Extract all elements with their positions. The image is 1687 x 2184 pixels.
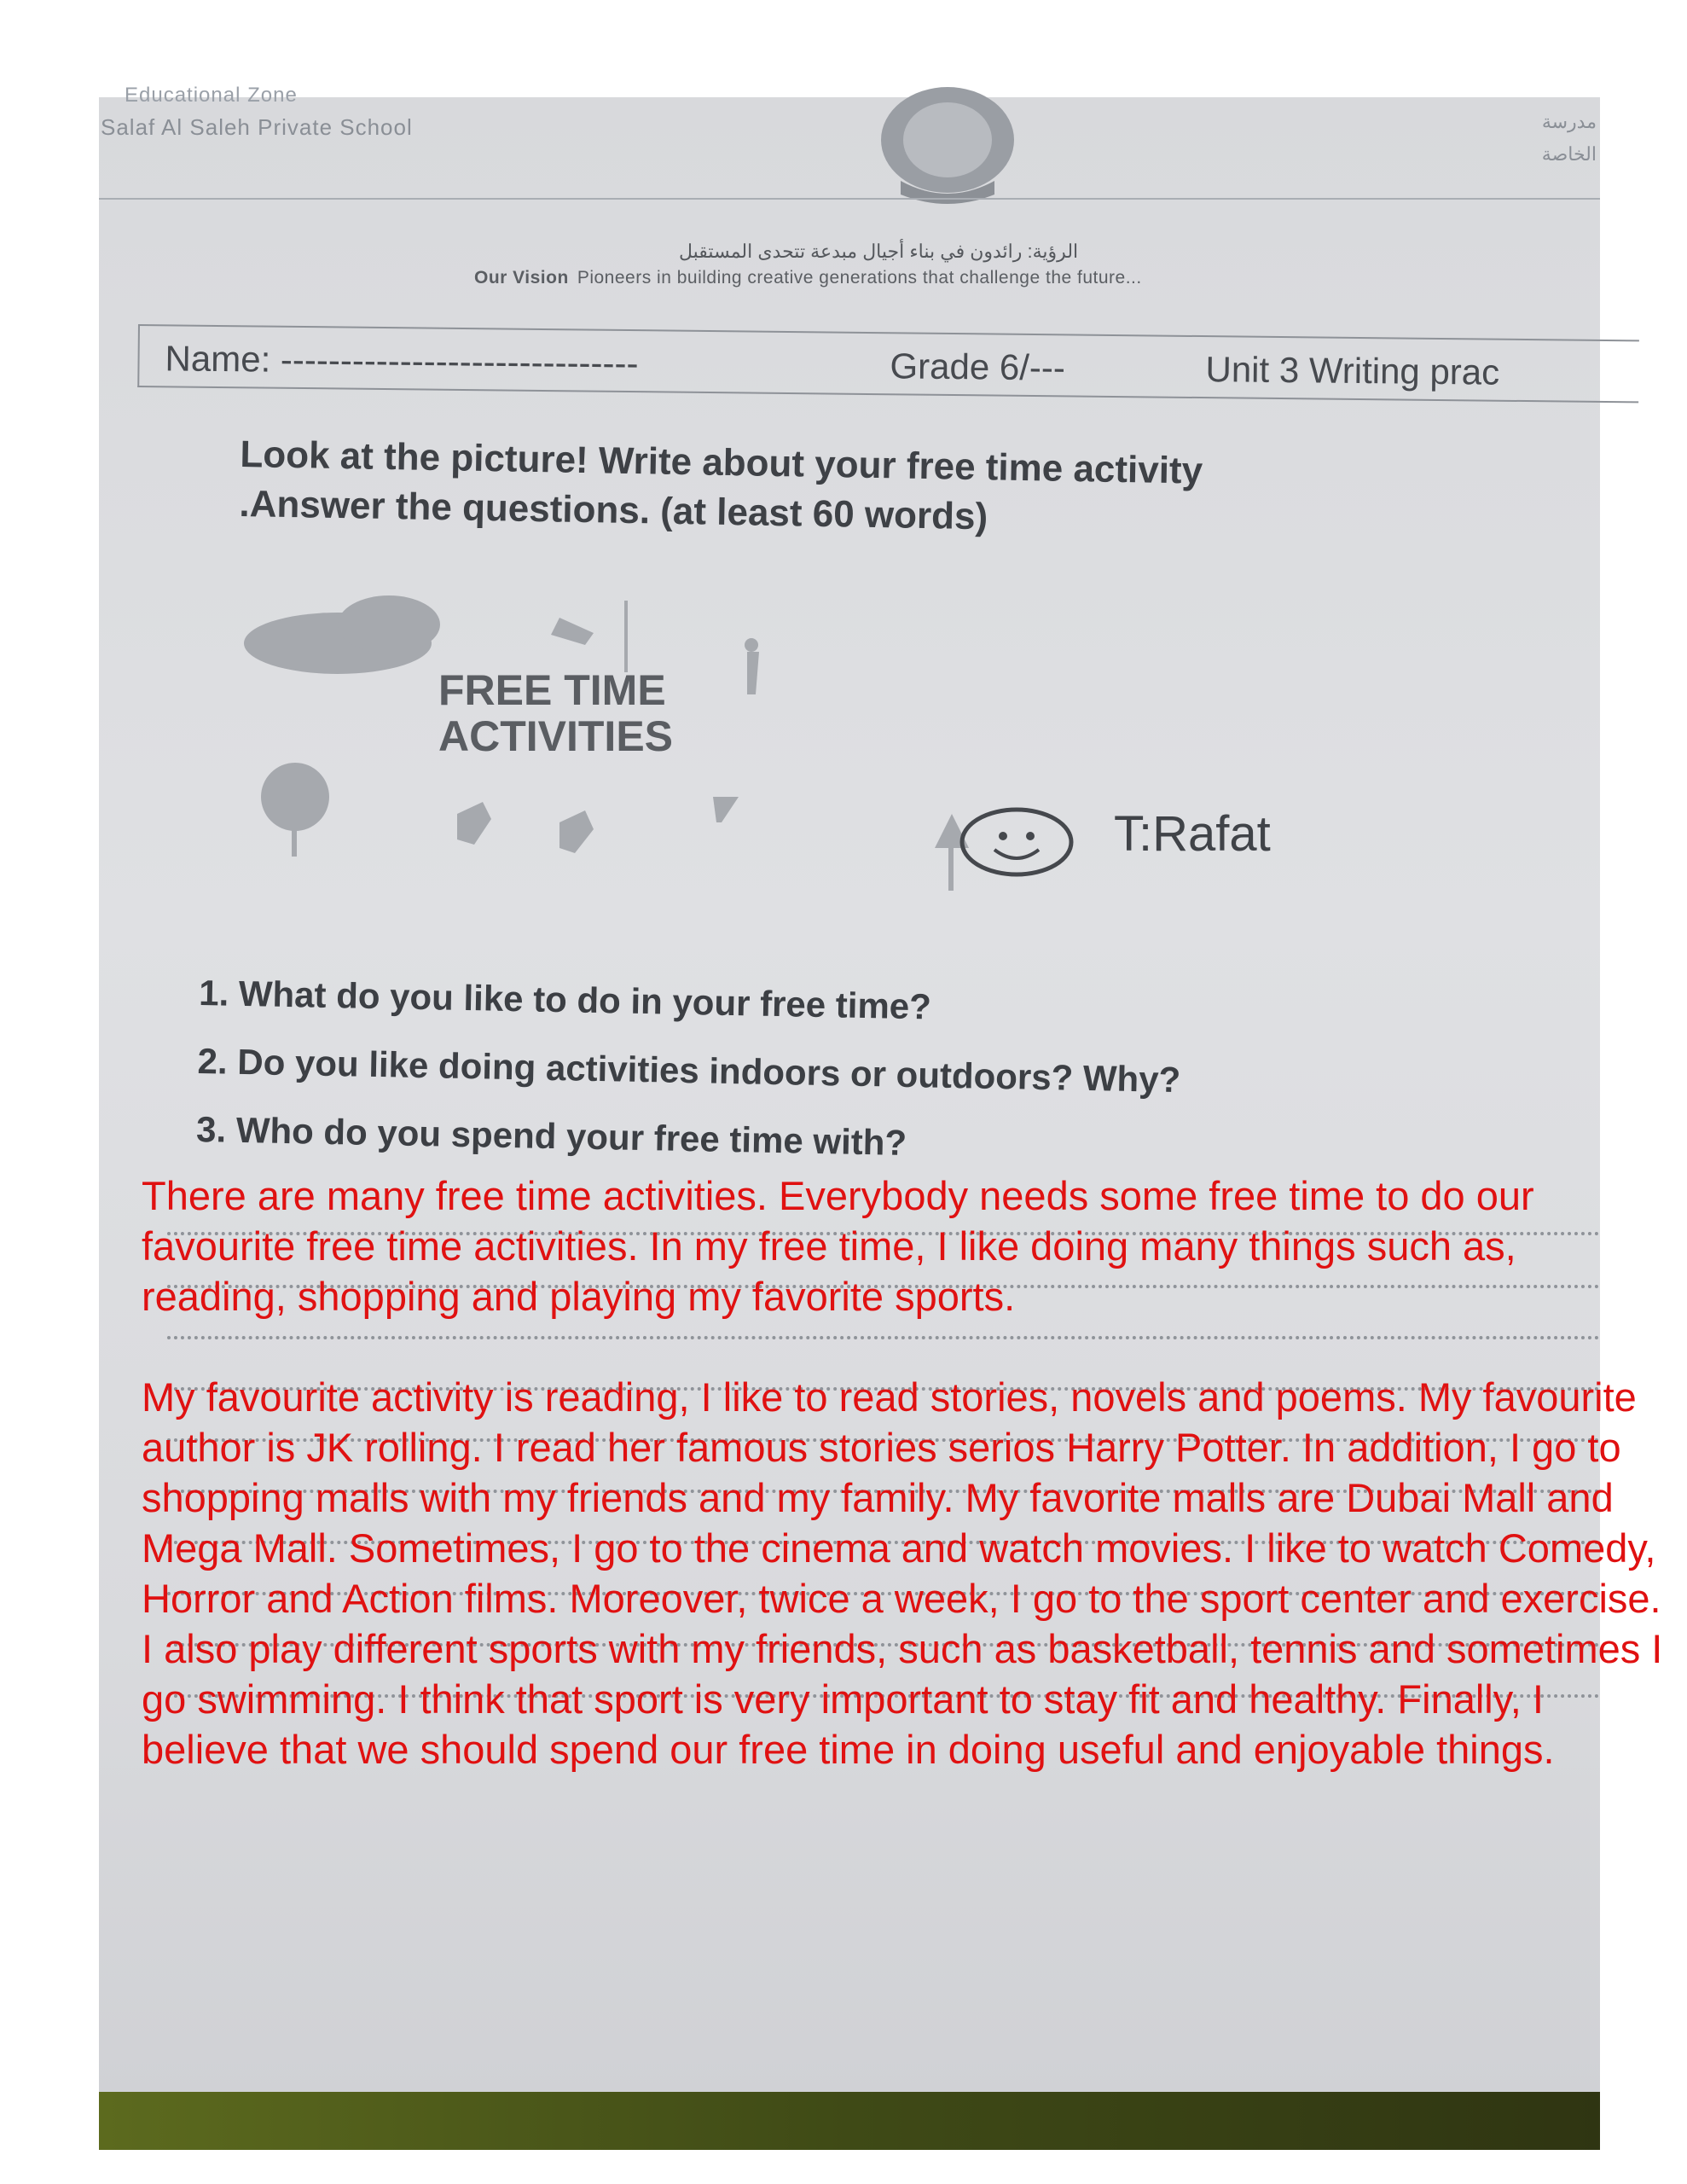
question-3: 3. Who do you spend your free time with? [195,1108,907,1163]
student-info-box [137,324,1639,403]
runner-icon-2 [559,810,594,853]
school-emblem-icon [867,89,1029,200]
school-name: Salaf Al Saleh Private School [101,114,413,140]
question-list [195,959,1597,1190]
vision-label: Our Vision [474,268,569,288]
answer-text [142,1170,1668,1825]
illustration-title-line-1: FREE TIME [438,666,666,714]
worksheet-photo [99,84,1600,2150]
skateboarder-icon [551,618,594,645]
climber-icon [747,652,759,694]
runner-icon [457,802,491,845]
instruction-line-2: .Answer the questions. (at least 60 words) [239,482,988,538]
smiley-icon [957,805,1076,879]
skier-icon [713,797,739,822]
school-name-arabic: مدرسة الخاصة [1541,111,1597,165]
unit-label: Unit 3 Writing prac [1205,349,1500,392]
answer-paragraph-2: My favourite activity is reading, I like to read stories, novels and poems. My favourite author is JK rolling. I read her famous stories serios Harry Potter. In addition, I go to shopping malls with my friends and my family. My favorite malls are Dubai Mall and Mega Mall. Sometimes, I go to the cinema and watch movies. I like to watch Comedy, Horror and Action films. Moreover, twice a week, I go to the sport center and exercise. I also play different sports with my friends, such as basketball, tennis and sometimes I go swimming. I think that sport is very important to stay fit and healthy. Finally, I believe that we should spend our free time in doing useful and enjoyable things. [142,1374,1663,1772]
question-2: 2. Do you like doing activities indoors or outdoors? Why? [197,1040,1181,1101]
teacher-name: T:Rafat [1114,806,1271,862]
task-instructions [239,430,1571,552]
vision-statement [474,268,1142,288]
grade-label: Grade 6/--- [890,346,1066,388]
question-1: 1. What do you like to do in your free time? [198,972,932,1027]
illustration-title [438,667,673,759]
instruction-line-1: Look at the picture! Write about your free time activity [240,433,1203,492]
zone-name: Educational Zone [125,84,298,107]
header-divider [99,198,1600,200]
vision-text: Pioneers in building creative generations that challenge the future... [577,268,1142,288]
answer-paragraph-1: There are many free time activities. Everybody needs some free time to do our favourite free time activities. In my free time, I like doing many things such as, reading, shopping and playing my favorite sports. [142,1173,1534,1319]
name-field-label: Name: ------------------------------ [165,338,639,384]
vision-arabic: الرؤية: رائدون في بناء أجيال مبدعة تتحدى المستقبل [679,241,1079,262]
illustration-title-line-2: ACTIVITIES [438,712,674,760]
table-surface [99,2092,1600,2150]
